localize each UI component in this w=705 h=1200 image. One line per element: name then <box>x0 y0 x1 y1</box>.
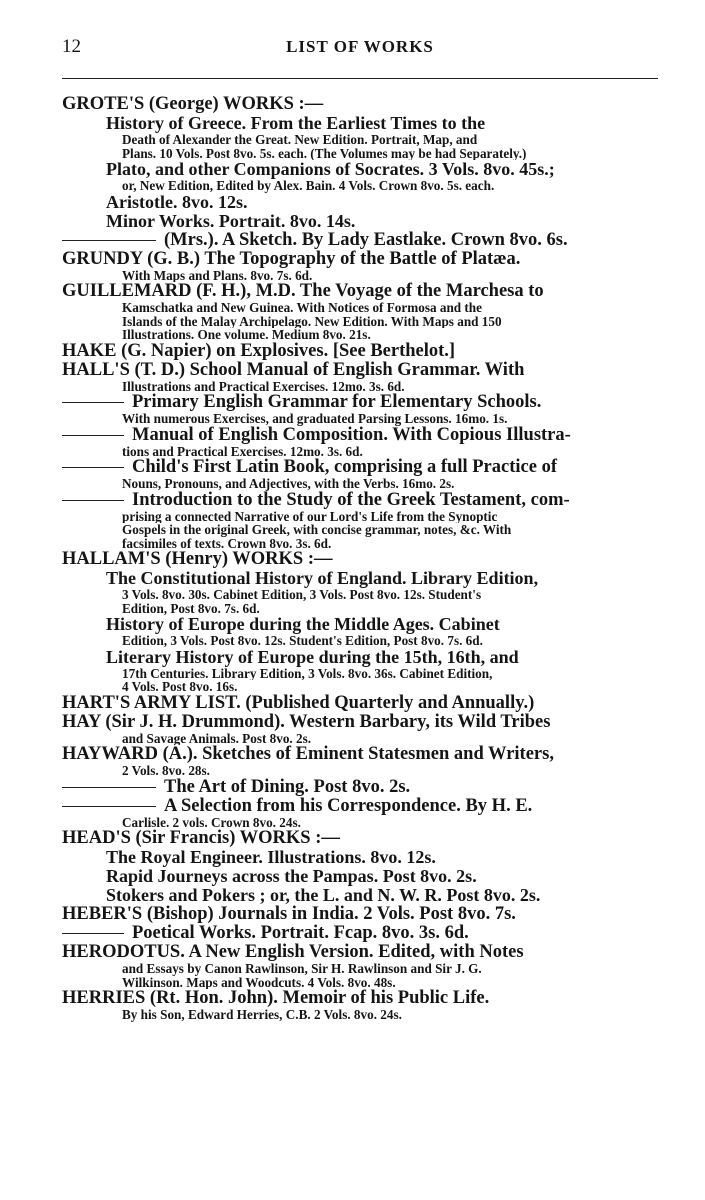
running-title: LIST OF WORKS <box>286 37 434 56</box>
line-text: Rapid Journeys across the Pampas. Post 8vo. 2s. <box>106 867 477 886</box>
sub-title-line <box>62 886 658 905</box>
line-text: GRUNDY (G. B.) The Topography of the Battle of Platæa. <box>62 249 521 269</box>
entry-detail-line <box>62 816 658 830</box>
line-text: Literary History of Europe during the 15th, 16th, and <box>106 647 519 667</box>
ditto-dash <box>62 240 156 241</box>
sub-title-line <box>62 193 658 212</box>
entry-detail-line <box>62 133 658 147</box>
entry-detail-line <box>62 179 658 193</box>
line-text: A Selection from his Correspondence. By H. E. <box>164 796 533 816</box>
line-text: History of Europe during the Middle Ages. Cabinet <box>106 615 500 634</box>
ditto-dash <box>62 787 156 788</box>
line-text: Edition, 3 Vols. Post 8vo. 12s. Student's Edition, Post 8vo. 7s. 6d. <box>122 634 483 648</box>
line-text: Wilkinson. Maps and Woodcuts. 4 Vols. 8vo. 48s. <box>122 975 396 989</box>
entry-title-line <box>62 924 658 943</box>
line-text: Nouns, Pronouns, and Adjectives, with the Verbs. 16mo. 2s. <box>122 477 455 491</box>
entry-detail-line <box>62 764 658 778</box>
entry-title-line <box>62 905 658 924</box>
entry-detail-line <box>62 602 658 616</box>
line-text: HEAD'S (Sir Francis) WORKS :— <box>62 829 340 848</box>
line-text: HERRIES (Rt. Hon. John). Memoir of his Public Life. <box>62 989 490 1008</box>
sub-title-line <box>62 212 658 231</box>
entry-detail-line <box>62 380 658 394</box>
line-text: Islands of the Malay Archipelago. New Edition. With Maps and 150 <box>122 314 502 328</box>
sub-title-line <box>62 848 658 867</box>
line-text: Child's First Latin Book, comprising a full Practice of <box>132 458 557 477</box>
line-text: Minor Works. Portrait. 8vo. 14s. <box>106 211 356 231</box>
ditto-dash <box>62 933 124 934</box>
catalogue-list <box>62 95 658 1022</box>
entry-title-line <box>62 491 658 510</box>
line-text: 17th Centuries. Library Edition, 3 Vols. 8vo. 36s. Cabinet Edition, <box>122 666 493 680</box>
line-text: facsimiles of texts. Crown 8vo. 3s. 6d. <box>122 536 332 550</box>
line-text: Death of Alexander the Great. New Edition. Portrait, Map, and <box>122 133 478 147</box>
entry-title-line <box>62 342 658 361</box>
entry-detail-line <box>62 667 658 681</box>
line-text: HEBER'S (Bishop) Journals in India. 2 Vols. Post 8vo. 7s. <box>62 905 516 924</box>
entry-detail-line <box>62 962 658 976</box>
line-text: Plans. 10 Vols. Post 8vo. 5s. each. (The Volumes may be had Separately.) <box>122 146 527 160</box>
ditto-dash <box>62 467 124 468</box>
entry-detail-line <box>62 680 658 694</box>
line-text: With Maps and Plans. 8vo. 7s. 6d. <box>122 268 313 282</box>
entry-detail-line <box>62 537 658 551</box>
entry-title-line <box>62 694 658 713</box>
sub-title-line <box>62 615 658 634</box>
line-text: and Savage Animals. Post 8vo. 2s. <box>122 731 312 745</box>
line-text: GROTE'S (George) WORKS :— <box>62 95 324 114</box>
entry-title-line <box>62 943 658 962</box>
ditto-dash <box>62 500 124 501</box>
line-text: Introduction to the Study of the Greek Testament, com- <box>132 490 570 510</box>
entry-detail-line <box>62 328 658 342</box>
line-text: Illustrations and Practical Exercises. 12mo. 3s. 6d. <box>122 379 405 393</box>
entry-detail-line <box>62 412 658 426</box>
sub-title-line <box>62 569 658 588</box>
ditto-dash <box>62 806 156 807</box>
entry-detail-line <box>62 634 658 648</box>
line-text: tions and Practical Exercises. 12mo. 3s. 6d. <box>122 444 363 458</box>
line-text: The Royal Engineer. Illustrations. 8vo. 12s. <box>106 848 436 867</box>
line-text: Plato, and other Companions of Socrates. 3 Vols. 8vo. 45s.; <box>106 160 555 179</box>
sub-title-line <box>62 160 658 179</box>
line-text: or, New Edition, Edited by Alex. Bain. 4 Vols. Crown 8vo. 5s. each. <box>122 179 495 193</box>
sub-title-line <box>62 114 658 133</box>
entry-detail-line <box>62 510 658 524</box>
sub-title-line <box>62 648 658 667</box>
line-text: Poetical Works. Portrait. Fcap. 8vo. 3s. 6d. <box>132 924 469 943</box>
line-text: HAKE (G. Napier) on Explosives. [See Berthelot.] <box>62 341 456 361</box>
entry-detail-line <box>62 732 658 746</box>
page-header <box>62 36 658 64</box>
entry-title-line <box>62 745 658 764</box>
line-text: The Art of Dining. Post 8vo. 2s. <box>164 777 411 797</box>
ditto-dash <box>62 402 124 403</box>
entry-title-line <box>62 393 658 412</box>
entry-detail-line <box>62 301 658 315</box>
line-text: HART'S ARMY LIST. (Published Quarterly and Annually.) <box>62 693 535 713</box>
header-rule <box>62 78 658 79</box>
sub-title-line <box>62 867 658 886</box>
line-text: HAY (Sir J. H. Drummond). Western Barbary, its Wild Tribes <box>62 712 551 732</box>
line-text: GUILLEMARD (F. H.), M.D. The Voyage of the Marchesa to <box>62 282 544 301</box>
line-text: The Constitutional History of England. Library Edition, <box>106 569 539 588</box>
line-text: Kamschatka and New Guinea. With Notices of Formosa and the <box>122 301 482 315</box>
line-text: 2 Vols. 8vo. 28s. <box>122 764 210 778</box>
line-text: 4 Vols. Post 8vo. 16s. <box>122 680 238 694</box>
entry-title-line <box>62 95 658 114</box>
page-number: 12 <box>62 36 81 57</box>
line-text: prising a connected Narrative of our Lord's Life from the Synoptic <box>122 509 498 523</box>
ditto-dash <box>62 435 124 436</box>
entry-detail-line <box>62 315 658 329</box>
line-text: 3 Vols. 8vo. 30s. Cabinet Edition, 3 Vols. Post 8vo. 12s. Student's <box>122 588 482 602</box>
line-text: Aristotle. 8vo. 12s. <box>106 192 248 212</box>
line-text: HALLAM'S (Henry) WORKS :— <box>62 550 333 569</box>
entry-detail-line <box>62 445 658 459</box>
entry-detail-line <box>62 147 658 161</box>
entry-title-line <box>62 550 658 569</box>
entry-detail-line <box>62 1008 658 1022</box>
entry-title-line <box>62 797 658 816</box>
line-text: Manual of English Composition. With Copious Illustra- <box>132 425 571 445</box>
line-text: HERODOTUS. A New English Version. Edited, with Notes <box>62 943 524 962</box>
entry-detail-line <box>62 976 658 990</box>
line-text: Gospels in the original Greek, with concise grammar, notes, &c. With <box>122 523 512 537</box>
entry-title-line <box>62 778 658 797</box>
entry-title-line <box>62 250 658 269</box>
line-text: Illustrations. One volume. Medium 8vo. 21s. <box>122 328 371 342</box>
line-text: HAYWARD (A.). Sketches of Eminent Statesmen and Writers, <box>62 745 554 764</box>
line-text: With numerous Exercises, and graduated Parsing Lessons. 16mo. 1s. <box>122 412 508 426</box>
line-text: HALL'S (T. D.) School Manual of English Grammar. With <box>62 360 525 380</box>
entry-title-line <box>62 829 658 848</box>
entry-title-line <box>62 231 658 250</box>
entry-title-line <box>62 989 658 1008</box>
entry-detail-line <box>62 523 658 537</box>
line-text: Primary English Grammar for Elementary Schools. <box>132 393 542 412</box>
entry-detail-line <box>62 269 658 283</box>
entry-detail-line <box>62 477 658 491</box>
entry-title-line <box>62 426 658 445</box>
entry-title-line <box>62 458 658 477</box>
line-text: Stokers and Pokers ; or, the L. and N. W. R. Post 8vo. 2s. <box>106 886 541 905</box>
line-text: By his Son, Edward Herries, C.B. 2 Vols. 8vo. 24s. <box>122 1008 402 1022</box>
entry-title-line <box>62 713 658 732</box>
line-text: Carlisle. 2 vols. Crown 8vo. 24s. <box>122 815 301 829</box>
line-text: Edition, Post 8vo. 7s. 6d. <box>122 601 260 615</box>
entry-title-line <box>62 282 658 301</box>
line-text: History of Greece. From the Earliest Times to the <box>106 114 486 133</box>
line-text: and Essays by Canon Rawlinson, Sir H. Rawlinson and Sir J. G. <box>122 962 482 976</box>
entry-detail-line <box>62 588 658 602</box>
entry-title-line <box>62 361 658 380</box>
line-text: (Mrs.). A Sketch. By Lady Eastlake. Crown 8vo. 6s. <box>164 230 568 250</box>
